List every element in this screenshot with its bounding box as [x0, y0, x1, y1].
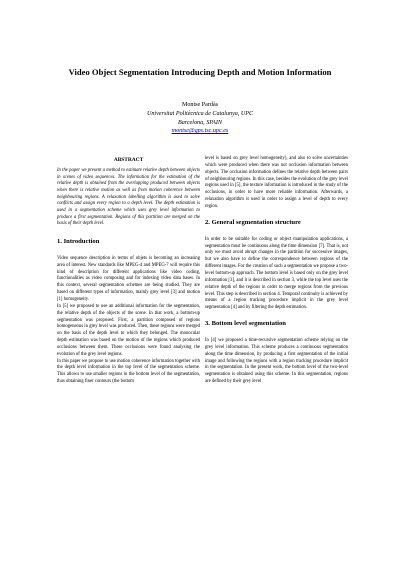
- section-heading-bottom-level: 3. Bottom level segmentation: [205, 320, 286, 328]
- left-column: [57, 156, 200, 386]
- intro-paragraph: In this paper we propose to use motion coherence information together with the depth level information in the top level of the segmentation scheme. This allows to use smaller regions in the bottom level of the segmentation, thus obtaining finer contours (the bottom: [57, 358, 200, 385]
- general-paragraph: In order to be suitable for coding or object manipulation applications, a segmentation must be continuous along the time dimension [7]. That is, not only we must avoid abrupt changes in the partition for successive images, but we also have to define the correspondence between regions of the different images. For the creation of such a segmentation we propose a two-level bottom-up approach. The bottom level is based only on the grey level information [3], and it is described in section 3, while the top level uses the relative depth of the regions in order to merge regions from the previous level. This step is described in section 4. Temporal continuity is achieved by means of a region tracking procedure implicit in the grey level segmentation [4] and by filtering the depth estimation.: [205, 236, 348, 311]
- section-heading-introduction: 1. Introduction: [57, 237, 100, 245]
- paper-title: Video Object Segmentation Introducing Depth and Motion Information: [68, 67, 332, 77]
- author-email-link[interactable]: montse@gps.tsc.upc.es: [171, 128, 229, 135]
- author-location: Barcelona, SPAIN: [177, 119, 222, 126]
- continuation-paragraph: level is based on grey level homogeneity), and also to solve uncertainties which were produced when there was not occlusion information between objects. The occlusion information defines the relative depth between pairs of neighbouring regions. In this case, besides the evolution of the grey level regions used in [5], the texture information is introduced in the study of the occlusions, in order to have more reliable information. Afterwards, a relaxation algorithm is used in order to assign a level of depth to every region.: [205, 156, 348, 209]
- author-block: [100, 101, 300, 136]
- bottom-paragraph: In [4] we proposed a time-recursive segmentation scheme relying on the grey level information. This scheme produces a continuous segmentation along the time dimension, by producing a first segmentation of the initial image and following the regions with a region tracking procedure implicit in the segmentation. In the present work, the bottom level of the two-level segmentation is obtained using this scheme. In this segmentation, regions are defined by their grey level: [205, 338, 348, 385]
- intro-paragraph: In [5] we proposed to use an additional information for the segmentation, the relative depth of the objects of the scene. In that work, a bottom-up segmentation was proposed. First, a partition composed of regions homogeneous in grey level was produced. Then, these regions were merged on the basis of the depth level to which they belonged. The monocular depth estimation was based on the motion of the regions which produced occlusions between them. These occlusions were found analysing the evolution of the grey level regions.: [57, 303, 200, 357]
- abstract-text: In the paper we present a method to estimate relative depth between objects in scenes of video sequences. The information for the estimation of the relative depth is obtained from the overlapping produced between objects when there is relative motion as well as from motion coherence between neighbouring regions. A relaxation labelling algorithm is used to solve conflicts and assign every region to a depth level. The depth estimation is used in a segmentation scheme which uses grey level information to produce a first segmentation. Regions of this partition are merged on the basis of their depth level.: [57, 168, 200, 227]
- section-heading-general-structure: 2. General segmentation structure: [205, 218, 301, 226]
- right-column: [205, 156, 348, 386]
- abstract-heading: ABSTRACT: [113, 157, 144, 163]
- intro-paragraph: Video sequence description in terms of objets is becoming an increasing area of interest. New standards like MPEG-4 and MPEG-7 will require this kind of description for different applications like video coding, functionalities as video composing and for indexing video data bases. In this context, several segmentation schemes are being studied. They are based on different types of information, mainly grey level [3] and motion [1] homogeneity.: [57, 255, 200, 302]
- author-name: Montse Pardàs: [181, 102, 219, 108]
- author-affiliation: Universitat Politècnica de Catalunya, UPC: [146, 110, 254, 117]
